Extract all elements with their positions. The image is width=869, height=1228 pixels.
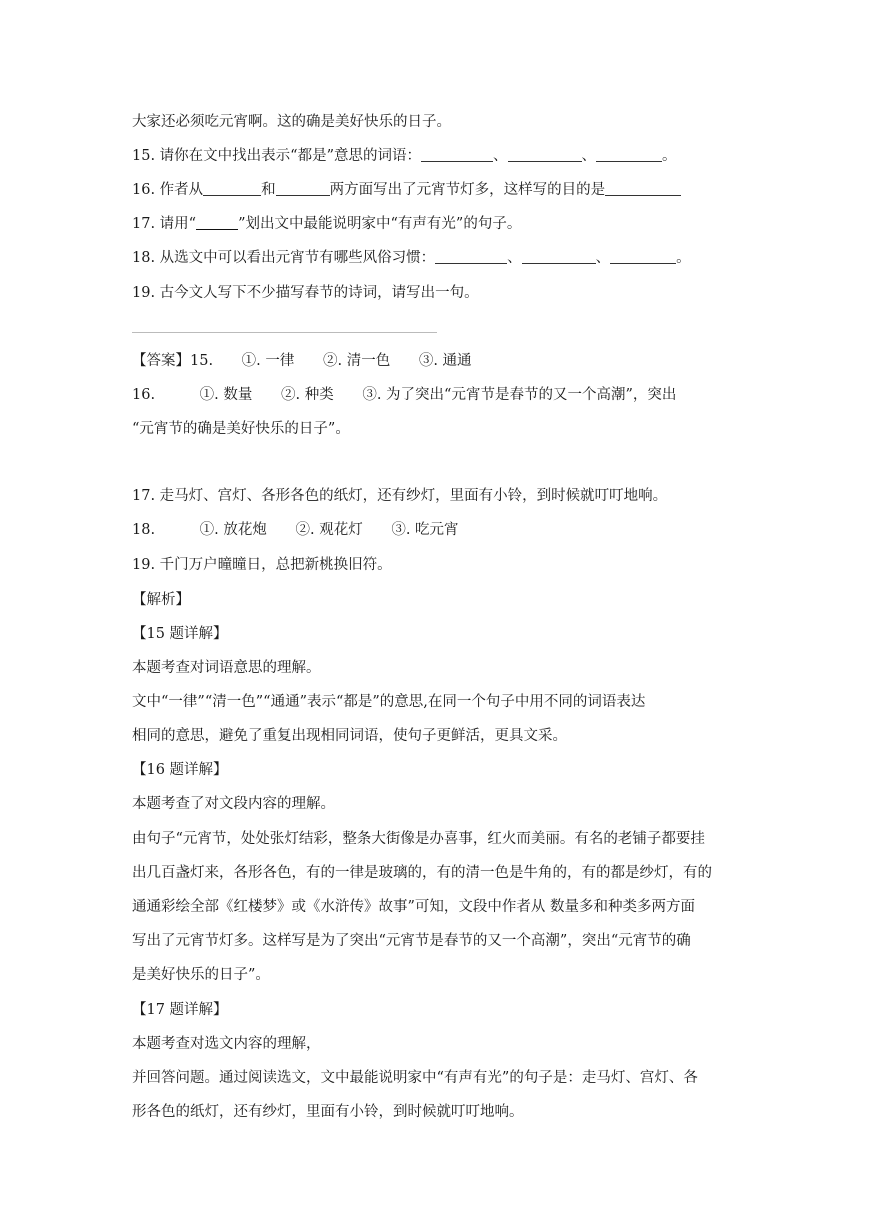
question-19: 19. 古今文人写下不少描写春节的诗词，请写出一句。: [132, 285, 479, 301]
question-18: 18. 从选文中可以看出元宵节有哪些风俗习惯： 、 、 。: [132, 250, 691, 266]
analysis-15-line: 本题考查对词语意思的理解。: [132, 660, 321, 676]
analysis-17-heading: 【17 题详解】: [132, 1002, 228, 1018]
analysis-title: 【解析】: [132, 592, 190, 608]
answer-divider: [132, 332, 437, 333]
question-17: 17. 请用“ ”划出文中最能说明家中“有声有光”的句子。: [132, 216, 522, 232]
answer-blank[interactable]: [421, 147, 493, 162]
answer-blank[interactable]: [435, 249, 507, 264]
analysis-15-line: 文中“一律”“清一色”“通通”表示“都是”的意思,在同一个句子中用不同的词语表达: [132, 694, 646, 710]
answer-16-cont: “元宵节的确是美好快乐的日子”。: [132, 421, 350, 437]
question-15-text: 15. 请你在文中找出表示“都是”意思的词语：: [132, 148, 421, 164]
question-16: 16. 作者从 和 两方面写出了元宵节灯多，这样写的目的是: [132, 180, 681, 200]
question-15: 15. 请你在文中找出表示“都是”意思的词语： 、 、 。: [132, 148, 677, 164]
answer-blank[interactable]: [203, 181, 261, 196]
underline-sample: [196, 215, 238, 230]
analysis-16-line: 写出了元宵节灯多。这样写是为了突出“元宵节是春节的又一个高潮”，突出“元宵节的确: [132, 933, 691, 949]
intro-line: 大家还必须吃元宵啊。这的确是美好快乐的日子。: [132, 114, 451, 130]
answer-19: 19. 千门万户曈曈日，总把新桃换旧符。: [132, 557, 392, 573]
analysis-16-line: 本题考查了对文段内容的理解。: [132, 796, 335, 812]
answer-blank[interactable]: [522, 249, 596, 264]
question-17-text: 17. 请用“: [132, 216, 197, 232]
analysis-17-line: 形各色的纸灯，还有纱灯，里面有小铃，到时候就叮叮地响。: [132, 1104, 524, 1120]
answer-blank[interactable]: [605, 181, 681, 196]
analysis-15-heading: 【15 题详解】: [132, 626, 228, 642]
answer-17: 17. 走马灯、宫灯、各形各色的纸灯，还有纱灯，里面有小铃，到时候就叮叮地响。: [132, 488, 668, 504]
analysis-16-line: 通通彩绘全部《红楼梦》或《水浒传》故事”可知，文段中作者从 数量多和种类多两方面: [132, 899, 696, 915]
question-18-text: 18. 从选文中可以看出元宵节有哪些风俗习惯：: [132, 250, 436, 266]
answer-blank[interactable]: [610, 249, 676, 264]
answer-16: 16. ①. 数量 ②. 种类 ③. 为了突出“元宵节是春节的又一个高潮”，突出: [132, 387, 677, 403]
analysis-16-heading: 【16 题详解】: [132, 762, 228, 778]
analysis-16-line: 由句子“元宵节，处处张灯结彩，整条大街像是办喜事，红火而美丽。有名的老铺子都要挂: [132, 831, 705, 847]
answer-15: 【答案】15. ①. 一律 ②. 清一色 ③. 通通: [132, 353, 472, 369]
question-16-text: 16. 作者从: [132, 182, 204, 198]
answer-blank[interactable]: [596, 147, 662, 162]
analysis-17-line: 本题考查对选文内容的理解，: [132, 1036, 321, 1052]
analysis-16-line: 出几百盏灯来，各形各色，有的一律是玻璃的，有的清一色是牛角的，有的都是纱灯，有的: [132, 865, 712, 881]
answer-blank[interactable]: [508, 147, 582, 162]
analysis-16-line: 是美好快乐的日子”。: [132, 967, 270, 983]
answer-18: 18. ①. 放花炮 ②. 观花灯 ③. 吃元宵: [132, 522, 459, 538]
answer-blank[interactable]: [276, 181, 330, 196]
analysis-15-line: 相同的意思，避免了重复出现相同词语，使句子更鲜活，更具文采。: [132, 728, 567, 744]
analysis-17-line: 并回答问题。通过阅读选文，文中最能说明家中“有声有光”的句子是：走马灯、宫灯、各: [132, 1070, 698, 1086]
